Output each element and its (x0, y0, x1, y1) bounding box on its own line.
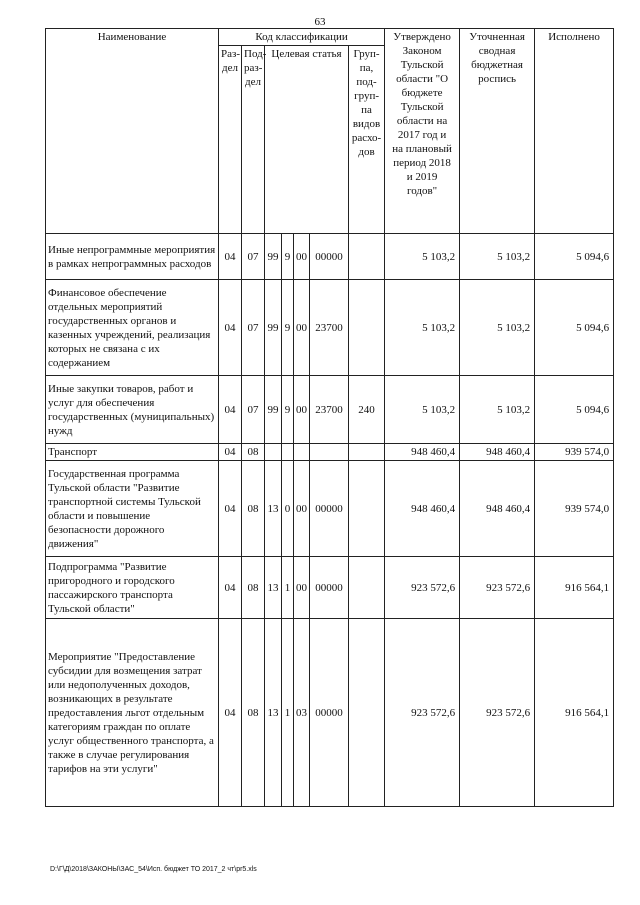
row-podrazdel: 08 (242, 557, 265, 619)
row-name: Финансовое обеспечение отдельных мероприятий государственных органов и казенных учреждений, реализация которых не связана с их содержанием (46, 280, 219, 376)
page-number: 63 (314, 16, 326, 28)
header-executed: Исполнено (535, 29, 614, 234)
row-clarified: 948 460,4 (460, 461, 535, 557)
row-target-subprogram: 0 (282, 461, 294, 557)
row-podrazdel: 07 (242, 280, 265, 376)
row-podrazdel: 07 (242, 376, 265, 444)
header-classification: Код классификации (219, 29, 385, 46)
row-target-program: 13 (265, 619, 282, 807)
table-row (46, 557, 614, 619)
row-target-program: 99 (265, 280, 282, 376)
header-name: Наименование (46, 29, 219, 234)
row-approved: 5 103,2 (385, 376, 460, 444)
row-razdel: 04 (219, 619, 242, 807)
table-row (46, 619, 614, 807)
row-approved: 5 103,2 (385, 234, 460, 280)
row-target-program: 13 (265, 557, 282, 619)
row-target-direction: 23700 (310, 280, 349, 376)
row-target-subprogram: 9 (282, 376, 294, 444)
table-row (46, 376, 614, 444)
row-razdel: 04 (219, 376, 242, 444)
row-target-subprogram: 9 (282, 234, 294, 280)
row-approved: 948 460,4 (385, 444, 460, 461)
row-target-direction (310, 444, 349, 461)
row-name: Транспорт (46, 444, 219, 461)
row-target-program: 13 (265, 461, 282, 557)
row-group (349, 557, 385, 619)
row-group (349, 234, 385, 280)
row-target-direction: 00000 (310, 619, 349, 807)
row-target-event: 00 (294, 557, 310, 619)
row-target-event (294, 444, 310, 461)
table-row (46, 234, 614, 280)
row-executed: 5 094,6 (535, 376, 614, 444)
row-razdel: 04 (219, 234, 242, 280)
row-target-direction: 00000 (310, 234, 349, 280)
row-target-subprogram: 1 (282, 557, 294, 619)
header-clarified: Уточненная сводная бюджетная роспись (460, 29, 535, 234)
row-clarified: 923 572,6 (460, 619, 535, 807)
row-clarified: 948 460,4 (460, 444, 535, 461)
row-executed: 5 094,6 (535, 234, 614, 280)
row-executed: 939 574,0 (535, 444, 614, 461)
row-target-subprogram: 9 (282, 280, 294, 376)
row-razdel: 04 (219, 444, 242, 461)
row-group (349, 619, 385, 807)
row-group (349, 280, 385, 376)
row-razdel: 04 (219, 280, 242, 376)
row-name: Мероприятие "Предоставление субсидии для возмещения затрат или недополученных доходов, возникающих в результате предоставления льгот отдельным категориям граждан по оплате услуг общественного транспорта, а также в случае регулирования тарифов на эти услуги" (46, 619, 219, 807)
row-podrazdel: 08 (242, 619, 265, 807)
row-target-event: 00 (294, 234, 310, 280)
header-razdel: Раз- дел (219, 46, 242, 234)
row-podrazdel: 07 (242, 234, 265, 280)
header-group: Груп- па, под- груп- па видов расхо- дов (349, 46, 385, 234)
row-clarified: 5 103,2 (460, 234, 535, 280)
row-group (349, 444, 385, 461)
header-target: Целевая статья (265, 46, 349, 234)
table-row (46, 280, 614, 376)
table-row (46, 461, 614, 557)
row-approved: 5 103,2 (385, 280, 460, 376)
row-podrazdel: 08 (242, 461, 265, 557)
row-target-subprogram (282, 444, 294, 461)
row-name: Подпрограмма "Развитие пригородного и городского пассажирского транспорта Тульской области" (46, 557, 219, 619)
row-target-direction: 23700 (310, 376, 349, 444)
row-target-event: 03 (294, 619, 310, 807)
row-executed: 916 564,1 (535, 557, 614, 619)
table-row (46, 444, 614, 461)
row-approved: 923 572,6 (385, 619, 460, 807)
row-target-program: 99 (265, 234, 282, 280)
row-approved: 923 572,6 (385, 557, 460, 619)
row-name: Иные закупки товаров, работ и услуг для обеспечения государственных (муниципальных) нужд (46, 376, 219, 444)
row-razdel: 04 (219, 557, 242, 619)
row-podrazdel: 08 (242, 444, 265, 461)
row-target-direction: 00000 (310, 557, 349, 619)
row-target-program: 99 (265, 376, 282, 444)
row-target-event: 00 (294, 280, 310, 376)
row-group: 240 (349, 376, 385, 444)
file-path: D:\Г\Д\2018\ЗАКОНЫ\ЗАС_54\Исп. бюджет ТО 2017_2 чт\pr5.xls (50, 866, 257, 873)
row-executed: 5 094,6 (535, 280, 614, 376)
row-target-program (265, 444, 282, 461)
row-target-direction: 00000 (310, 461, 349, 557)
header-approved: Утверждено Законом Тульской области "О бюджете Тульской области на 2017 год и на плановый период 2018 и 2019 годов" (385, 29, 460, 234)
row-target-subprogram: 1 (282, 619, 294, 807)
row-name: Иные непрограммные мероприятия в рамках непрограммных расходов (46, 234, 219, 280)
row-executed: 939 574,0 (535, 461, 614, 557)
header-podrazdel: Под- раз- дел (242, 46, 265, 234)
row-target-event: 00 (294, 461, 310, 557)
row-approved: 948 460,4 (385, 461, 460, 557)
row-razdel: 04 (219, 461, 242, 557)
row-clarified: 5 103,2 (460, 280, 535, 376)
row-target-event: 00 (294, 376, 310, 444)
row-clarified: 923 572,6 (460, 557, 535, 619)
row-clarified: 5 103,2 (460, 376, 535, 444)
budget-table (45, 28, 614, 807)
row-name: Государственная программа Тульской области "Развитие транспортной системы Тульской области и повышение безопасности дорожного движения" (46, 461, 219, 557)
row-group (349, 461, 385, 557)
row-executed: 916 564,1 (535, 619, 614, 807)
